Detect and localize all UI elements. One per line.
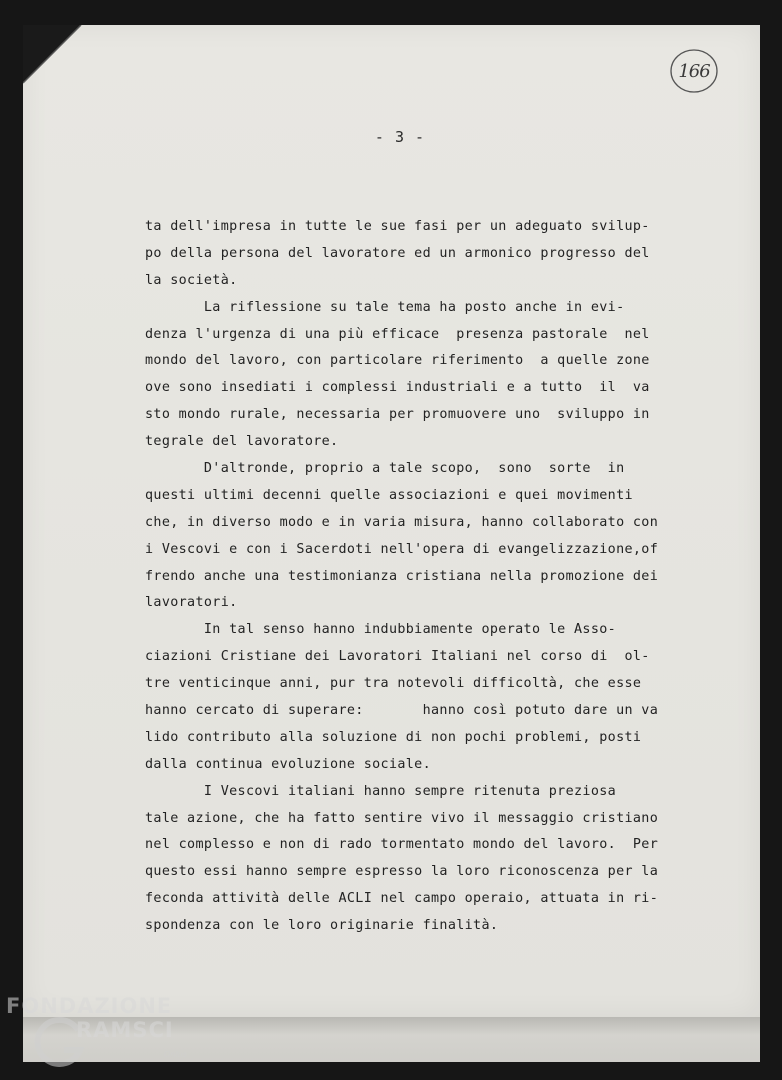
text-line: sto mondo rurale, necessaria per promuovere uno sviluppo in	[145, 407, 650, 423]
text-line: dalla continua evoluzione sociale.	[145, 756, 432, 772]
text-line: questi ultimi decenni quelle associazioni e quei movimenti	[145, 487, 633, 503]
text-line: In tal senso hanno indubbiamente operato le Asso-	[145, 622, 617, 638]
text-line: feconda attività delle ACLI nel campo operaio, attuata in ri-	[145, 891, 659, 907]
text-line: po della persona del lavoratore ed un armonico progresso del	[145, 245, 650, 261]
watermark-line1: FONDAZIONE	[6, 994, 173, 1018]
text-line: lido contributo alla soluzione di non pochi problemi, posti	[145, 729, 642, 745]
text-line: i Vescovi e con i Sacerdoti nell'opera di evangelizzazione,of	[145, 541, 659, 557]
typewritten-body	[145, 214, 705, 940]
text-line: lavoratori.	[145, 595, 238, 611]
text-line: tre venticinque anni, pur tra notevoli difficoltà, che esse	[145, 676, 642, 692]
text-line: tale azione, che ha fatto sentire vivo il messaggio cristiano	[145, 810, 659, 826]
text-line: frendo anche una testimonianza cristiana nella promozione dei	[145, 568, 659, 584]
page-number: - 3 -	[374, 128, 426, 146]
text-line: ove sono insediati i complessi industriali e a tutto il va	[145, 380, 650, 396]
text-line: mondo del lavoro, con particolare riferimento a quelle zone	[145, 353, 650, 369]
text-line: la società.	[145, 272, 238, 288]
text-line: denza l'urgenza di una più efficace presenza pastorale nel	[145, 326, 650, 342]
text-line: spondenza con le loro originarie finalità.	[145, 918, 499, 934]
text-line: nel complesso e non di rado tormentato mondo del lavoro. Per	[145, 837, 659, 853]
archive-stamp-number	[668, 47, 720, 95]
text-line: tegrale del lavoratore.	[145, 434, 339, 450]
text-line: I Vescovi italiani hanno sempre ritenuta preziosa	[145, 783, 617, 799]
watermark-sub: Onlus	[164, 1050, 187, 1059]
fondazione-gramsci-watermark	[6, 994, 206, 1080]
folded-corner-icon	[23, 25, 83, 85]
text-line: ciazioni Cristiane dei Lavoratori Italiani nel corso di ol-	[145, 649, 650, 665]
text-line: La riflessione su tale tema ha posto anche in evi-	[145, 299, 625, 315]
text-line: D'altronde, proprio a tale scopo, sono sorte in	[145, 461, 625, 477]
watermark-line2: RAMSCI	[76, 1018, 174, 1042]
text-line: ta dell'impresa in tutte le sue fasi per un adeguato svilup-	[145, 219, 650, 234]
archive-number-text: 166	[678, 60, 710, 82]
text-line: hanno cercato di superare: hanno così potuto dare un va	[145, 703, 659, 719]
text-line: che, in diverso modo e in varia misura, hanno collaborato con	[145, 514, 659, 530]
text-line: questo essi hanno sempre espresso la loro riconoscenza per la	[145, 864, 659, 880]
